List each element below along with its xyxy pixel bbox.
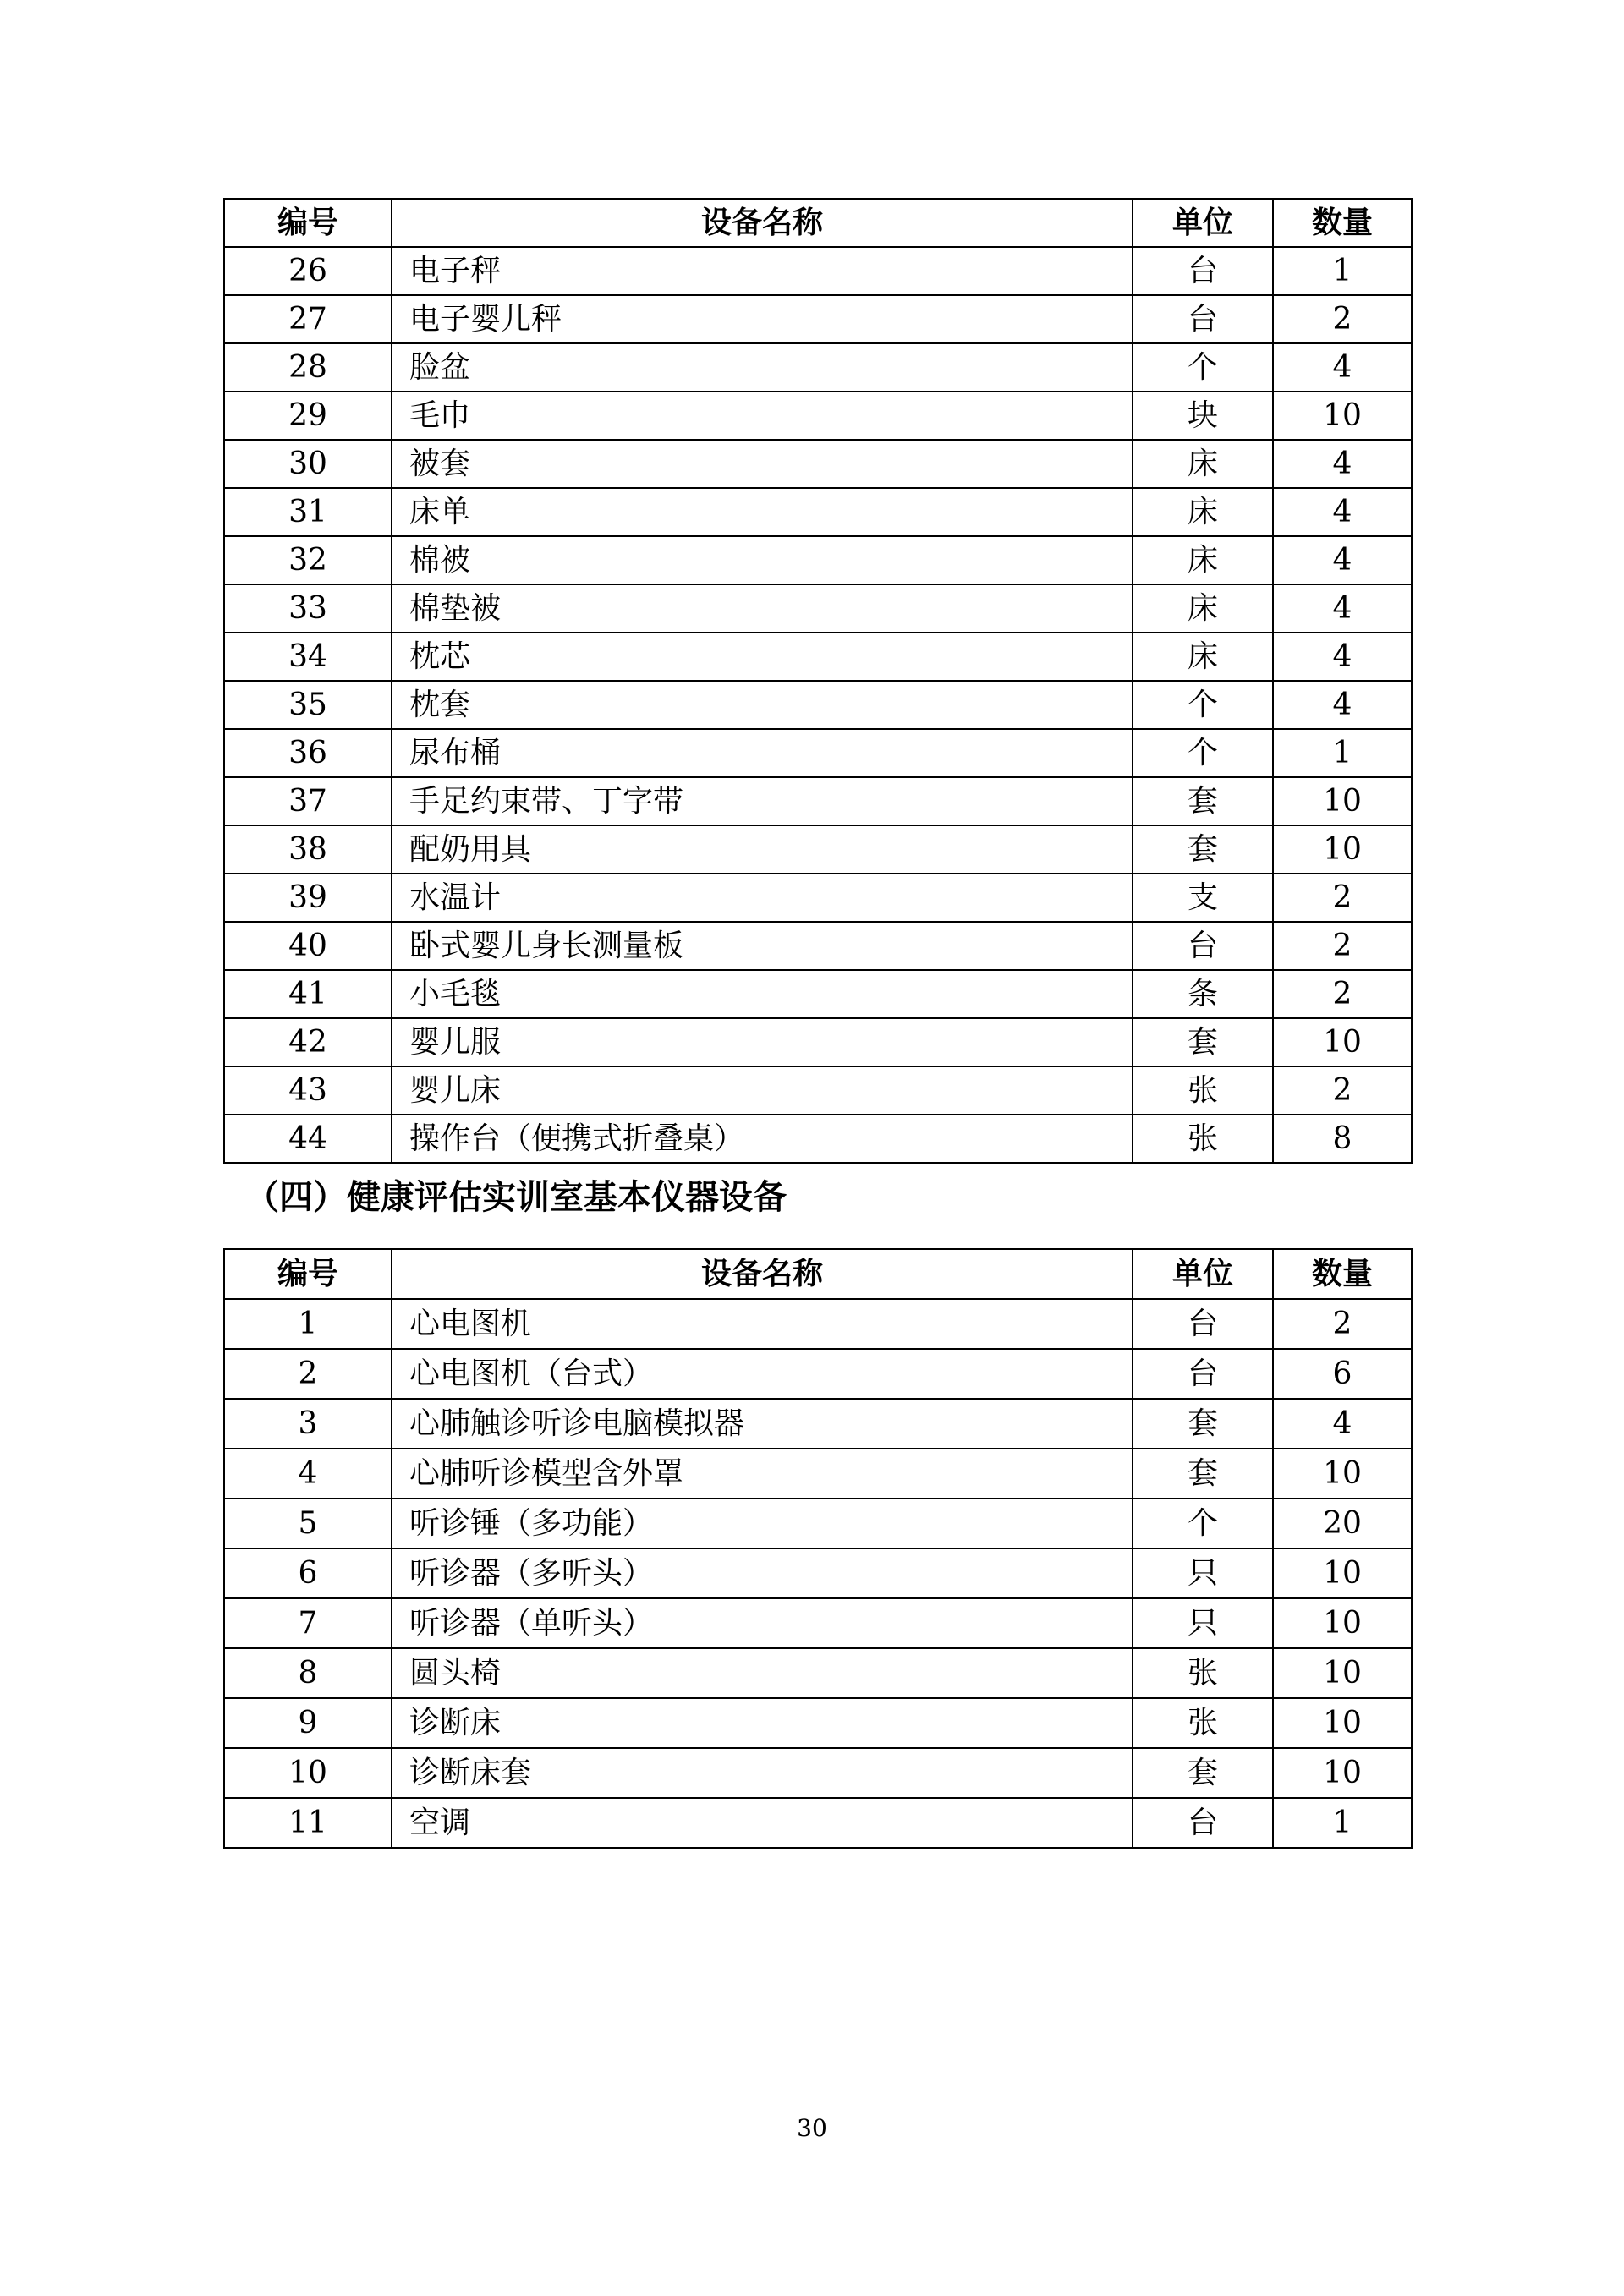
equipment-table-1 [223, 198, 1413, 1164]
table-row [224, 1598, 1412, 1648]
cell-quantity: 10 [1273, 825, 1412, 874]
cell-number: 6 [224, 1548, 392, 1598]
cell-name: 棉被 [392, 536, 1133, 584]
cell-number: 28 [224, 343, 392, 392]
table-body [224, 247, 1412, 1163]
cell-name: 毛巾 [392, 392, 1133, 440]
cell-quantity: 4 [1273, 584, 1412, 633]
table-row [224, 1449, 1412, 1499]
table-row [224, 1698, 1412, 1748]
cell-quantity: 2 [1273, 874, 1412, 922]
cell-quantity: 10 [1273, 1648, 1412, 1698]
cell-unit: 台 [1133, 1349, 1273, 1399]
cell-quantity: 10 [1273, 1698, 1412, 1748]
cell-name: 枕芯 [392, 633, 1133, 681]
cell-quantity: 2 [1273, 922, 1412, 970]
cell-number: 3 [224, 1399, 392, 1449]
cell-number: 8 [224, 1648, 392, 1698]
cell-name: 操作台（便携式折叠桌） [392, 1115, 1133, 1163]
cell-number: 7 [224, 1598, 392, 1648]
table-row [224, 633, 1412, 681]
cell-quantity: 2 [1273, 1299, 1412, 1349]
cell-name: 婴儿服 [392, 1018, 1133, 1066]
cell-unit: 台 [1133, 1299, 1273, 1349]
cell-name: 听诊器（多听头） [392, 1548, 1133, 1598]
cell-name: 听诊器（单听头） [392, 1598, 1133, 1648]
cell-quantity: 2 [1273, 1066, 1412, 1115]
cell-name: 尿布桶 [392, 729, 1133, 777]
table-row [224, 1499, 1412, 1548]
cell-unit: 床 [1133, 633, 1273, 681]
cell-name: 配奶用具 [392, 825, 1133, 874]
table-header-row [224, 199, 1412, 247]
table-row [224, 825, 1412, 874]
cell-number: 31 [224, 488, 392, 536]
table-row [224, 488, 1412, 536]
cell-quantity: 6 [1273, 1349, 1412, 1399]
cell-quantity: 4 [1273, 343, 1412, 392]
cell-unit: 床 [1133, 488, 1273, 536]
cell-quantity: 4 [1273, 681, 1412, 729]
table-row [224, 1018, 1412, 1066]
cell-name: 被套 [392, 440, 1133, 488]
cell-name: 诊断床套 [392, 1748, 1133, 1798]
cell-quantity: 4 [1273, 633, 1412, 681]
cell-name: 水温计 [392, 874, 1133, 922]
column-header-number: 编号 [224, 199, 392, 247]
cell-name: 手足约束带、丁字带 [392, 777, 1133, 825]
cell-number: 38 [224, 825, 392, 874]
table-row [224, 247, 1412, 295]
cell-number: 35 [224, 681, 392, 729]
cell-name: 心肺触诊听诊电脑模拟器 [392, 1399, 1133, 1449]
cell-number: 27 [224, 295, 392, 343]
cell-quantity: 2 [1273, 295, 1412, 343]
cell-quantity: 1 [1273, 1798, 1412, 1848]
table-row [224, 1648, 1412, 1698]
cell-unit: 台 [1133, 295, 1273, 343]
cell-number: 30 [224, 440, 392, 488]
cell-quantity: 10 [1273, 1598, 1412, 1648]
cell-unit: 条 [1133, 970, 1273, 1018]
table-row [224, 1299, 1412, 1349]
cell-unit: 套 [1133, 1399, 1273, 1449]
cell-number: 37 [224, 777, 392, 825]
cell-unit: 套 [1133, 1018, 1273, 1066]
cell-number: 42 [224, 1018, 392, 1066]
cell-number: 10 [224, 1748, 392, 1798]
cell-name: 枕套 [392, 681, 1133, 729]
cell-number: 2 [224, 1349, 392, 1399]
column-header-quantity: 数量 [1273, 199, 1412, 247]
table-row [224, 777, 1412, 825]
cell-quantity: 10 [1273, 777, 1412, 825]
cell-number: 26 [224, 247, 392, 295]
cell-unit: 张 [1133, 1115, 1273, 1163]
cell-number: 29 [224, 392, 392, 440]
cell-name: 婴儿床 [392, 1066, 1133, 1115]
cell-name: 诊断床 [392, 1698, 1133, 1748]
table-row [224, 440, 1412, 488]
cell-quantity: 10 [1273, 1018, 1412, 1066]
cell-number: 39 [224, 874, 392, 922]
cell-quantity: 10 [1273, 1548, 1412, 1598]
table-row [224, 1066, 1412, 1115]
cell-quantity: 8 [1273, 1115, 1412, 1163]
table-row [224, 681, 1412, 729]
table-row [224, 1798, 1412, 1848]
cell-number: 41 [224, 970, 392, 1018]
cell-unit: 套 [1133, 1449, 1273, 1499]
table-row [224, 1349, 1412, 1399]
cell-number: 34 [224, 633, 392, 681]
cell-unit: 套 [1133, 777, 1273, 825]
cell-quantity: 2 [1273, 970, 1412, 1018]
cell-number: 33 [224, 584, 392, 633]
cell-unit: 支 [1133, 874, 1273, 922]
table-row [224, 1748, 1412, 1798]
cell-quantity: 10 [1273, 392, 1412, 440]
table-row [224, 1548, 1412, 1598]
page-number: 30 [797, 2114, 827, 2142]
cell-unit: 套 [1133, 1748, 1273, 1798]
cell-quantity: 1 [1273, 729, 1412, 777]
table-row [224, 343, 1412, 392]
cell-name: 心肺听诊模型含外罩 [392, 1449, 1133, 1499]
cell-name: 电子婴儿秤 [392, 295, 1133, 343]
cell-number: 5 [224, 1499, 392, 1548]
section-heading: （四）健康评估实训室基本仪器设备 [245, 1178, 787, 1217]
cell-unit: 块 [1133, 392, 1273, 440]
cell-quantity: 4 [1273, 536, 1412, 584]
cell-quantity: 10 [1273, 1748, 1412, 1798]
table-row [224, 536, 1412, 584]
column-header-name: 设备名称 [392, 1249, 1133, 1299]
cell-number: 4 [224, 1449, 392, 1499]
table-row [224, 392, 1412, 440]
cell-unit: 床 [1133, 440, 1273, 488]
cell-unit: 台 [1133, 922, 1273, 970]
cell-unit: 张 [1133, 1648, 1273, 1698]
table-row [224, 874, 1412, 922]
cell-unit: 个 [1133, 343, 1273, 392]
cell-unit: 台 [1133, 1798, 1273, 1848]
cell-quantity: 1 [1273, 247, 1412, 295]
cell-unit: 个 [1133, 681, 1273, 729]
cell-unit: 床 [1133, 536, 1273, 584]
cell-unit: 只 [1133, 1548, 1273, 1598]
cell-name: 圆头椅 [392, 1648, 1133, 1698]
column-header-number: 编号 [224, 1249, 392, 1299]
table-row [224, 584, 1412, 633]
column-header-quantity: 数量 [1273, 1249, 1412, 1299]
table-body [224, 1299, 1412, 1848]
cell-number: 1 [224, 1299, 392, 1349]
cell-name: 电子秤 [392, 247, 1133, 295]
cell-quantity: 4 [1273, 488, 1412, 536]
cell-number: 11 [224, 1798, 392, 1848]
table-row [224, 922, 1412, 970]
cell-quantity: 20 [1273, 1499, 1412, 1548]
cell-unit: 个 [1133, 1499, 1273, 1548]
table-row [224, 295, 1412, 343]
cell-quantity: 4 [1273, 1399, 1412, 1449]
table-row [224, 1115, 1412, 1163]
cell-name: 卧式婴儿身长测量板 [392, 922, 1133, 970]
cell-quantity: 4 [1273, 440, 1412, 488]
column-header-unit: 单位 [1133, 199, 1273, 247]
cell-name: 床单 [392, 488, 1133, 536]
cell-unit: 张 [1133, 1066, 1273, 1115]
table-row [224, 1399, 1412, 1449]
cell-name: 脸盆 [392, 343, 1133, 392]
table-row [224, 729, 1412, 777]
cell-unit: 台 [1133, 247, 1273, 295]
cell-unit: 只 [1133, 1598, 1273, 1648]
cell-name: 心电图机 [392, 1299, 1133, 1349]
cell-unit: 张 [1133, 1698, 1273, 1748]
cell-number: 9 [224, 1698, 392, 1748]
cell-number: 32 [224, 536, 392, 584]
cell-name: 棉垫被 [392, 584, 1133, 633]
column-header-unit: 单位 [1133, 1249, 1273, 1299]
cell-number: 43 [224, 1066, 392, 1115]
cell-number: 36 [224, 729, 392, 777]
equipment-table-2 [223, 1248, 1413, 1849]
cell-unit: 床 [1133, 584, 1273, 633]
cell-number: 44 [224, 1115, 392, 1163]
table-header-row [224, 1249, 1412, 1299]
cell-name: 小毛毯 [392, 970, 1133, 1018]
cell-unit: 个 [1133, 729, 1273, 777]
cell-quantity: 10 [1273, 1449, 1412, 1499]
cell-name: 听诊锤（多功能） [392, 1499, 1133, 1548]
table-row [224, 970, 1412, 1018]
column-header-name: 设备名称 [392, 199, 1133, 247]
cell-name: 空调 [392, 1798, 1133, 1848]
cell-unit: 套 [1133, 825, 1273, 874]
cell-number: 40 [224, 922, 392, 970]
cell-name: 心电图机（台式） [392, 1349, 1133, 1399]
